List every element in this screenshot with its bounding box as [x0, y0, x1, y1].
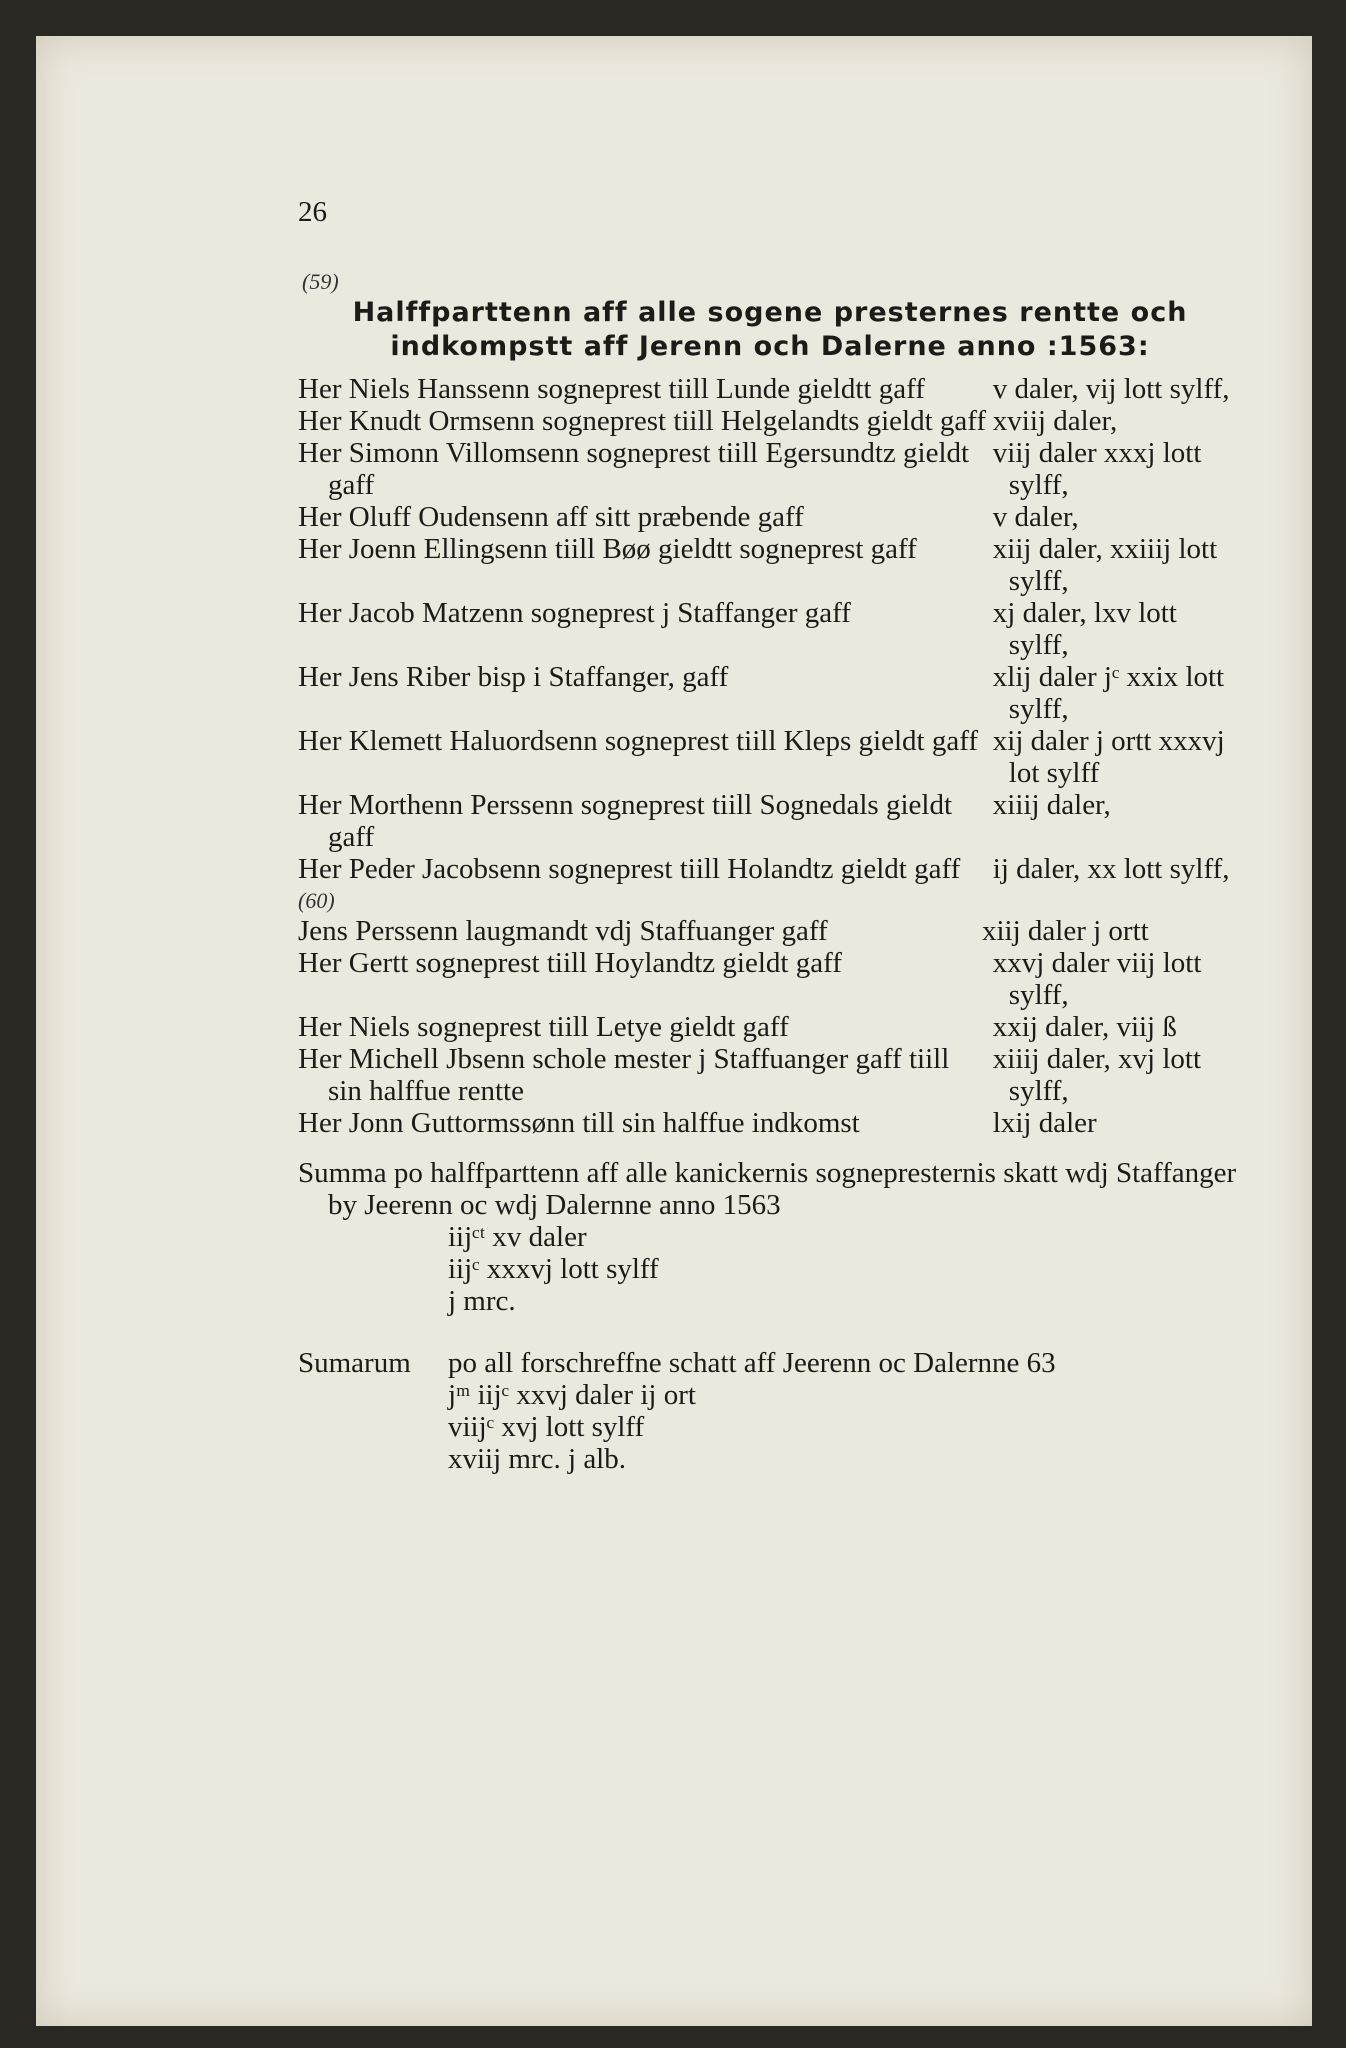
entry-description: Her Morthenn Perssenn sogneprest tiill Sognedals gieldt gaff: [298, 789, 953, 853]
entry: [298, 915, 1242, 947]
entry-amount: v daler, vij lott sylff,: [992, 373, 1230, 405]
summa-line: iijᶜ xxxvj lott sylff: [448, 1253, 659, 1285]
summa-text: Summa po halffparttenn aff alle kanickernis sognepresternis skatt wdj Staffanger by Jeerenn oc wdj Dalernne anno 1563: [298, 1157, 1237, 1221]
entry-amount: xiiij daler,: [992, 789, 1111, 821]
entry: [298, 533, 1242, 597]
sumarum-label: Sumarum: [298, 1347, 411, 1379]
entry-amount: lxij daler: [992, 1107, 1097, 1139]
entry-amount: xiij daler, xxiiij lott sylff,: [992, 533, 1218, 597]
entry-amount: xxij daler, viij ß: [992, 1011, 1177, 1043]
sumarum-heading: [298, 1347, 1242, 1379]
entry-description: Her Gertt sogneprest tiill Hoylandtz gieldt gaff: [298, 947, 842, 979]
entry-amount: xiij daler j ortt: [982, 915, 1149, 947]
section-heading: Halffparttenn aff alle sogene presternes rentte och indkompstt aff Jerenn och Dalerne anno :1563:: [352, 297, 1188, 362]
entry: [298, 501, 1242, 533]
entry-description: Her Niels sogneprest tiill Letye gieldt gaff: [298, 1011, 789, 1043]
entry-amount: xviij daler,: [992, 405, 1118, 437]
entry-description: Her Jacob Matzenn sogneprest j Staffanger gaff: [298, 597, 851, 629]
entry: [298, 789, 1242, 853]
entry-description: Her Jens Riber bisp i Staffanger, gaff: [298, 661, 729, 693]
entry-amount: xxvj daler viij lott sylff,: [992, 947, 1202, 1011]
entry: [298, 853, 1242, 885]
entry: [298, 437, 1242, 501]
summa-line: j mrc.: [448, 1285, 516, 1317]
entry-amount: xlij daler jᶜ xxix lott sylff,: [992, 661, 1225, 725]
entry-amount: v daler,: [992, 501, 1079, 533]
entry-description: Her Simonn Villomsenn sogneprest tiill Egersundtz gieldt gaff: [298, 437, 970, 501]
sumarum-text: po all forschreffne schatt aff Jeerenn oc Dalernne 63: [448, 1347, 1056, 1379]
document-page: [36, 36, 1312, 2026]
entry-description: Her Michell Jbsenn schole mester j Staffuanger gaff tiill sin halffue rentte: [298, 1043, 950, 1107]
entry: [298, 373, 1242, 405]
section-marker-60: (60): [298, 888, 335, 913]
summa-line: iijᶜᵗ xv daler: [448, 1221, 587, 1253]
sumarum-line: viijᶜ xvj lott sylff: [448, 1411, 645, 1443]
entries-list: [298, 373, 1242, 1475]
entry-description: Her Joenn Ellingsenn tiill Bøø gieldtt sogneprest gaff: [298, 533, 917, 565]
entry-amount: xij daler j ortt xxxvj lot sylff: [992, 725, 1225, 789]
entry-description: Her Jonn Guttormssønn till sin halffue indkomst: [298, 1107, 860, 1139]
entry-description: Her Knudt Ormsenn sogneprest tiill Helgelandts gieldt gaff: [298, 405, 987, 437]
summa-block: [298, 1157, 1242, 1317]
entry: [298, 1011, 1242, 1043]
entry-description: Jens Perssenn laugmandt vdj Staffuanger gaff: [298, 915, 828, 947]
page-number: 26: [298, 196, 327, 228]
entry: [298, 597, 1242, 661]
entry: [298, 661, 1242, 725]
sumarum-line: jᵐ iijᶜ xxvj daler ij ort: [448, 1379, 696, 1411]
entry-description: Her Niels Hanssenn sogneprest tiill Lunde gieldtt gaff: [298, 373, 925, 405]
entry-description: Her Oluff Oudensenn aff sitt præbende gaff: [298, 501, 804, 533]
entry: [298, 1107, 1242, 1139]
entry-amount: xj daler, lxv lott sylff,: [992, 597, 1177, 661]
entry-amount: xiiij daler, xvj lott sylff,: [992, 1043, 1202, 1107]
entry: [298, 405, 1242, 437]
entry-description: Her Peder Jacobsenn sogneprest tiill Holandtz gieldt gaff: [298, 853, 961, 885]
entry: [298, 947, 1242, 1011]
entry-amount: ij daler, xx lott sylff,: [992, 853, 1230, 885]
entry-amount: viij daler xxxj lott sylff,: [992, 437, 1202, 501]
entry: [298, 725, 1242, 789]
sumarum-line: xviij mrc. j alb.: [448, 1443, 626, 1475]
sumarum-block: [298, 1347, 1242, 1475]
entry: [298, 1043, 1242, 1107]
entry-description: Her Klemett Haluordsenn sogneprest tiill Kleps gieldt gaff: [298, 725, 978, 757]
section-marker-59: (59): [302, 269, 339, 294]
